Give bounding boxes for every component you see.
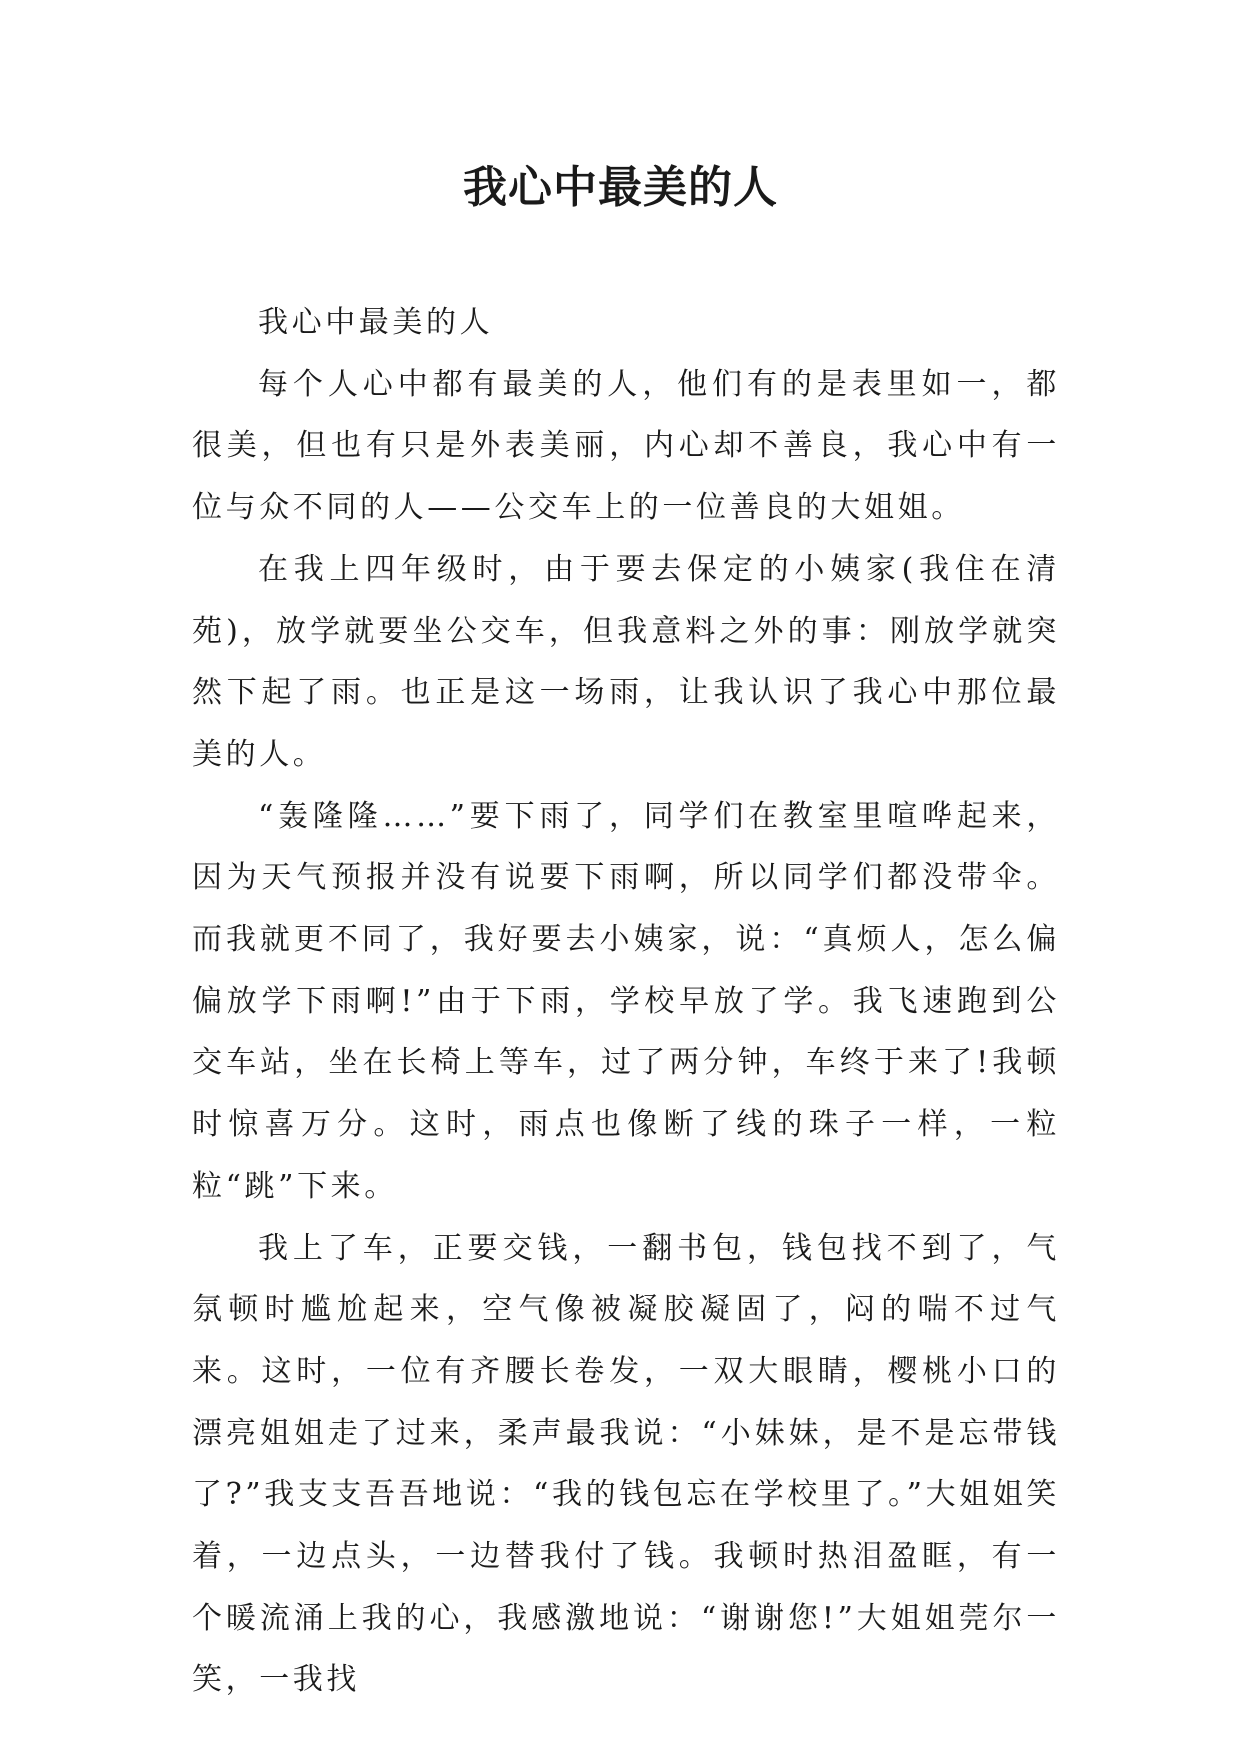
paragraph: “轰隆隆……”要下雨了，同学们在教室里喧哗起来，因为天气预报并没有说要下雨啊，所以同学们都没带伞。而我就更不同了，我好要去小姨家，说：“真烦人，怎么偏偏放学下雨啊!”由于下雨，学校早放了学。我飞速跑到公交车站，坐在长椅上等车，过了两分钟，车终于来了!我顿时惊喜万分。这时，雨点也像断了线的珠子一样，一粒粒“跳”下来。	[192, 798, 1060, 1204]
document-title: 我心中最美的人	[463, 162, 778, 213]
paragraph: 我上了车，正要交钱，一翻书包，钱包找不到了，气氛顿时尴尬起来，空气像被凝胶凝固了，闷的喘不过气来。这时，一位有齐腰长卷发，一双大眼睛，樱桃小口的漂亮姐姐走了过来，柔声最我说：“小妹妹，是不是忘带钱了?”我支支吾吾地说：“我的钱包忘在学校里了。”大姐姐笑着，一边点头，一边替我付了钱。我顿时热泪盈眶，有一个暖流涌上我的心，我感激地说：“谢谢您!”大姐姐莞尔一笑，一我找	[192, 1230, 1060, 1698]
document-body	[192, 292, 1060, 1711]
paragraph: 在我上四年级时，由于要去保定的小姨家(我住在清苑)，放学就要坐公交车，但我意料之外的事：刚放学就突然下起了雨。也正是这一场雨，让我认识了我心中那位最美的人。	[192, 551, 1060, 772]
paragraph-subtitle: 我心中最美的人	[258, 305, 494, 340]
paragraph: 每个人心中都有最美的人，他们有的是表里如一，都很美，但也有只是外表美丽，内心却不善良，我心中有一位与众不同的人——公交车上的一位善良的大姐姐。	[192, 366, 1060, 526]
